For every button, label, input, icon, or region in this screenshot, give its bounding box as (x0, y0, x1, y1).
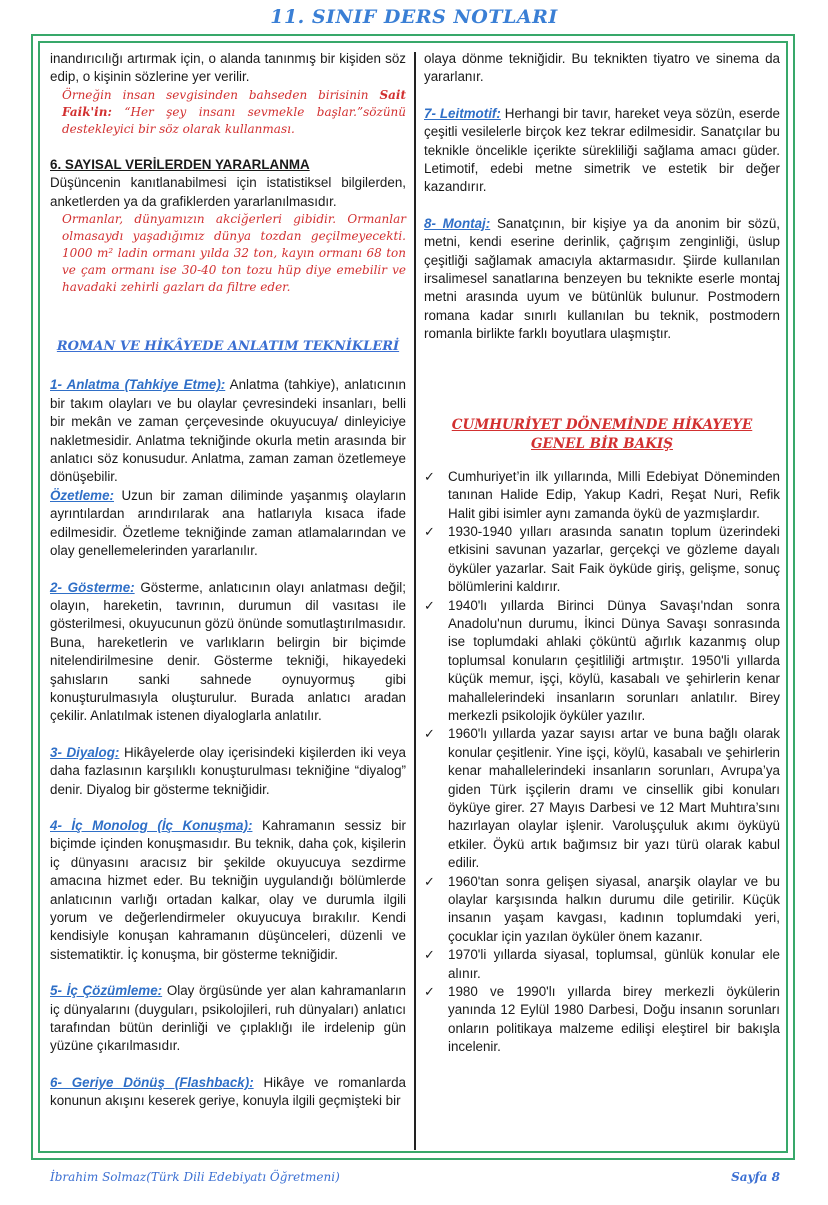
example-numerical-data: Ormanlar, dünyamızın akciğerleri gibidir. Ormanlar olmasaydı yaşadığımız dünya tozdan geçilmeyecekti. 1000 m² ladin ormanı yılda 32 ton, kayın ormanı 68 ton ve çam ormanı ise 30-40 ton tozu hüp diye emebilir ve havadaki zehirli gazları da filtre eder. (62, 212, 406, 295)
check-mark-icon: ✓ (424, 523, 435, 539)
republic-bullet-list (424, 468, 780, 1057)
column-divider (414, 52, 416, 1150)
check-mark-icon: ✓ (424, 947, 435, 963)
bullet-item: ✓ 1960'tan sonra gelişen siyasal, anarşik olaylar ve bu olaylar karşısında halkın durumu dile getirilir. Küçük insanın yaşam kavgası, kadının toplumdaki yeri, çocuklar için yazılan öyküler önem kazanır. (424, 873, 780, 944)
bullet-item: ✓ 1930-1940 yılları arasında sanatın toplum üzerindeki etkisini savunan yazarlar, gerçekçi ve gözleme dayalı öyküler yazarlar. Sait Faik öyküde giriş, gelişme, sonuç bölümlerini kaldırır. (424, 523, 780, 595)
paragraph-flashback-cont: olaya dönme tekniğidir. Bu teknikten tiyatro ve sinema da yararlanır. (424, 51, 780, 85)
example-author-name: Sait Faik'in: (62, 87, 406, 119)
example-authority: Örneğin insan sevgisinden bahseden birisinin Sait Faik'in: “Her şey insanı sevmekle başlar.”sözünü destekleyici bir söz olarak kullanması. (62, 87, 406, 136)
technique-ic-cozumleme: 5- İç Çözümleme: Olay örgüsünde yer alan kahramanların iç dünyalarını (duyguları, psikolojileri, ruh dünyaları) anlatıcı tarafından bütün derinliği ve çıplaklığı ile irdelenip gün yüzüne çıkarılmasıdır. (50, 983, 406, 1054)
technique-label: 8- Montaj: (424, 215, 491, 231)
check-mark-icon: ✓ (424, 597, 435, 613)
bullet-item: ✓ Cumhuriyet’in ilk yıllarında, Milli Edebiyat Döneminden tanınan Halide Edip, Yakup Kadri, Reşat Nuri, Refik Halit gibi isimler aynı zamanda öykü de yazmışlardır. (424, 468, 780, 521)
technique-diyalog: 3- Diyalog: Hikâyelerde olay içerisindeki kişilerden iki veya daha fazlasının karşılıklı konuşturulması tekniğine “diyalog” denir. Diyalog bir gösterme tekniğidir. (50, 744, 406, 797)
technique-label: 5- İç Çözümleme: (50, 983, 163, 999)
bullet-item: ✓ 1970'li yıllarda siyasal, toplumsal, günlük konular ele alınır. (424, 947, 780, 981)
paragraph-authority: inandırıcılığı artırmak için, o alanda tanınmış bir kişiden söz edip, o kişinin sözlerine yer verilir. (50, 51, 406, 85)
paragraph-numerical-data: Düşüncenin kanıtlanabilmesi için istatistiksel bilgilerden, anketlerden ya da grafiklerden yararlanılmasıdır. (50, 175, 406, 209)
footer-page-number: Sayfa 8 (731, 1170, 780, 1184)
right-column (424, 50, 780, 1057)
technique-gosterme: 2- Gösterme: Gösterme, anlatıcının olayı anlatması değil; olayın, hareketin, tavrının, durumun dil vasıtası ile gösterilmesi, okuyucunun gözü önünde somutlaştırılmasıdır. Buna, hareketlerin ve varlıkların belirgin bir biçimde nitelendirilmesine denir. Gösterme tekniği, hikayedeki şahısların sanki sahnede oynuyormuş gibi konuşturulmasıyla oluşturulur. Burada anlatıcı aradan çekilir. Anlatılmak istenen diyaloglarla anlatılır. (50, 579, 406, 724)
technique-label: 6- Geriye Dönüş (Flashback): (50, 1074, 254, 1090)
technique-montaj: 8- Montaj: Sanatçının, bir kişiye ya da anonim bir sözü, metni, kendi eserine derinlik, çağrışım zenginliği, üslup çeşitliği sağlamak amacıyla aktarmasıdır. Şiirde kullanılan irsalimesel sanatlarına benzeyen bu teknikte eserle montaj metni arasında uyum ve bütünlük bulunur. Postmodern romana kadar sınırlı kullanılan bu teknik, postmodern romanla birlikte farklı boyutlara ulaşmıştır. (424, 215, 780, 342)
technique-anlatma: 1- Anlatma (Tahkiye Etme): Anlatma (tahkiye), anlatıcının bir takım olayları ve bu olaylar çevresindeki insanları, belli bir mekân ve zaman çerçevesinde okuyucuya/ dinleyiciye nakletmesidir. Anlatma tekniğinde okurla metin arasında bir anlatıcı söz konusudur. Anlatma, zaman zaman özetlemeye dönüşebilir. (50, 377, 406, 485)
bullet-item: ✓ 1980 ve 1990'lı yıllarda birey merkezli öykülerin yanında 12 Eylül 1980 Darbesi, Doğu insanın sorunları onların politikaya malzeme edilişi eleştirel bir bakışla incelenir. (424, 984, 780, 1055)
technique-label: 4- İç Monolog (İç Konuşma): (50, 817, 253, 833)
technique-label: 1- Anlatma (Tahkiye Etme): (50, 377, 226, 393)
technique-label: 2- Gösterme: (50, 579, 135, 595)
technique-label: 7- Leitmotif: (424, 105, 501, 121)
section-title-republic-2: GENEL BİR BAKIŞ (531, 435, 673, 452)
check-mark-icon: ✓ (424, 984, 435, 1000)
section-title-techniques: ROMAN VE HİKÂYEDE ANLATIM TEKNİKLERİ (56, 339, 400, 355)
bullet-item: ✓ 1960'lı yıllarda yazar sayısı artar ve buna bağlı olarak konular çeşitlenir. Yine işçi, köylü, kasabalı ve şehirlerin kenar mahallelerindeki insanların sorunları, Avrupa’ya giden Türk işçilerin dramı ve cinsellik gibi konuları öyküye girer. 27 Mayıs Darbesi ve 12 Mart Muhtıra’sını hazırlayan olaylar işlenir. Varoluşçuluk akımı öyküyü etkiler. Öykü artık bağımsız bir yazı türü olarak kabul edilir. (424, 726, 780, 871)
technique-leitmotif: 7- Leitmotif: Herhangi bir tavır, hareket veya sözün, eserde çeşitli vesilelerle birçok kez tekrar edilmesidir. Sanatçılar bu teknikle öncelikle içerikte sürekliliği sağlama amacı güder. Letimotif, edebi metne simetrik ve estetik bir değer kazandırır. (424, 105, 780, 195)
technique-geriye-donus: 6- Geriye Dönüş (Flashback): Hikâye ve romanlarda konunun akışını keserek geriye, konuyla ilgili geçmişteki bir (50, 1074, 406, 1109)
left-column (50, 50, 406, 1111)
technique-ozetleme: Özetleme: Uzun bir zaman diliminde yaşanmış olayların ayrıntılardan arındırılarak ana hatlarıyla kısaca ifade edilmesidir. Özetleme tekniğinde zaman atlamalarından ve olay genellemelerinden yararlanılır. (50, 487, 406, 559)
heading-numerical-data: 6. SAYISAL VERİLERDEN YARARLANMA (50, 156, 310, 172)
check-mark-icon: ✓ (424, 468, 435, 484)
technique-ic-monolog: 4- İç Monolog (İç Konuşma): Kahramanın sessiz bir biçimde içinden konuşmasıdır. Bu teknik, daha çok, kişilerin iç dünyasını aracısız bir şekilde okuyucuya sezdirme amacına hizmet eder. Bu tekniğin uygulandığı bölümlerde anlatıcının varlığı ortadan kalkar, olay ve durumla ilgili yorum ve değerlendirmeler okuyucuya bırakılır. Kendi kendisiyle konuşan kahramanın düşünceleri, düzenli ve sistematiktir. İç konuşma, bir gösterme tekniğidir. (50, 817, 406, 962)
section-title-republic-1: CUMHURİYET DÖNEMİNDE HİKAYEYE (451, 416, 753, 433)
bullet-item: ✓ 1940'lı yıllarda Birinci Dünya Savaşı'ndan sonra Anadolu'nun durumu, İkinci Dünya Savaşı sonrasında ise toplumdaki ahlaki çöküntü ağırlık kazanmış olup toplumsal konuların çeşitliliği artmıştır. 1950'li yıllarda küçük memur, işçi, köylü, kasabalı ve şehirlerin kenar mahallelerindeki insanların sorunları anlatılır. Birey merkezli psikolojik öyküler yazılır. (424, 597, 780, 723)
technique-label: Özetleme: (50, 487, 114, 503)
page-header-title: 11. SINIF DERS NOTLARI (270, 6, 558, 28)
footer-author: İbrahim Solmaz(Türk Dili Edebiyatı Öğretmeni) (50, 1170, 340, 1184)
check-mark-icon: ✓ (424, 726, 435, 742)
check-mark-icon: ✓ (424, 873, 435, 889)
technique-label: 3- Diyalog: (50, 744, 120, 760)
